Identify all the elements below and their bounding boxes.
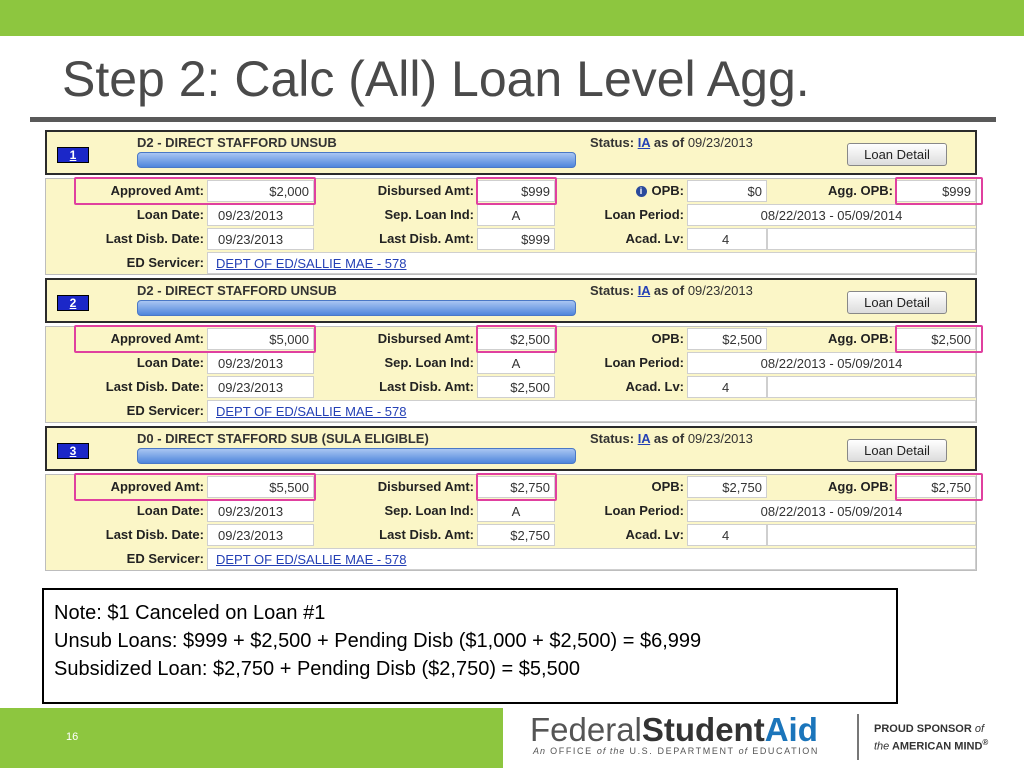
agg-opb-highlight — [895, 325, 983, 353]
last-disb-amt-value: $999 — [477, 228, 555, 250]
loan-detail-button[interactable]: Loan Detail — [847, 291, 947, 314]
approved-amt-value: $2,000 — [207, 180, 314, 202]
last-disb-date-label: Last Disb. Date: — [105, 231, 204, 246]
loan-period-label: Loan Period: — [604, 207, 684, 222]
approved-amt-value: $5,000 — [207, 328, 314, 350]
disbursed-amt-label: Disbursed Amt: — [377, 479, 474, 494]
opb-label: i OPB: — [555, 180, 687, 202]
loan-status: Status: IA as of 09/23/2013 — [590, 431, 753, 446]
ed-servicer-label: ED Servicer: — [126, 551, 204, 566]
empty-cell — [767, 376, 976, 398]
loan-number-link[interactable]: 2 — [57, 295, 89, 311]
sponsor-tagline: PROUD SPONSOR of the AMERICAN MIND® — [874, 723, 989, 754]
agg-opb-highlight — [895, 177, 983, 205]
note-line: Note: $1 Canceled on Loan #1 — [54, 602, 326, 624]
top-accent-bar — [0, 0, 1024, 36]
acad-lv-label: Acad. Lv: — [625, 527, 684, 542]
loan-date-label: Loan Date: — [136, 355, 204, 370]
slide-title: Step 2: Calc (All) Loan Level Agg. — [62, 51, 810, 107]
acad-lv-value: 4 — [687, 524, 767, 546]
sep-loan-ind-value: A — [477, 204, 555, 226]
note-line: Subsidized Loan: $2,750 + Pending Disb ($2,750) = $5,500 — [54, 658, 580, 680]
status-code-link[interactable]: IA — [637, 431, 651, 446]
last-disb-date-value: 09/23/2013 — [207, 228, 314, 250]
opb-value: $0 — [687, 180, 767, 202]
disbursed-amt-highlight — [476, 325, 557, 353]
disbursed-amt-label: Disbursed Amt: — [377, 183, 474, 198]
opb-value: $2,750 — [687, 476, 767, 498]
loan-detail-button[interactable]: Loan Detail — [847, 143, 947, 166]
page-number: 16 — [66, 731, 79, 743]
disbursed-amt-highlight — [476, 177, 557, 205]
acad-lv-value: 4 — [687, 228, 767, 250]
loan-number-link[interactable]: 3 — [57, 443, 89, 459]
acad-lv-value: 4 — [687, 376, 767, 398]
opb-label: OPB: — [651, 479, 684, 494]
loan-progress-bar — [137, 448, 576, 464]
loan-header — [45, 426, 977, 471]
ed-servicer-label: ED Servicer: — [126, 255, 204, 270]
loan-period-label: Loan Period: — [604, 503, 684, 518]
acad-lv-label: Acad. Lv: — [625, 379, 684, 394]
agg-opb-highlight — [895, 473, 983, 501]
loan-period-value: 08/22/2013 - 05/09/2014 — [687, 204, 976, 226]
note-box — [42, 588, 898, 704]
approved-amt-value: $5,500 — [207, 476, 314, 498]
status-date: 09/23/2013 — [687, 431, 753, 446]
disbursed-amt-label: Disbursed Amt: — [377, 331, 474, 346]
loan-period-label: Loan Period: — [604, 355, 684, 370]
last-disb-date-value: 09/23/2013 — [207, 376, 314, 398]
loan-header — [45, 130, 977, 175]
last-disb-date-label: Last Disb. Date: — [105, 527, 204, 542]
sep-loan-ind-label: Sep. Loan Ind: — [384, 503, 474, 518]
opb-value: $2,500 — [687, 328, 767, 350]
ed-servicer-link[interactable]: DEPT OF ED/SALLIE MAE - 578 — [207, 400, 976, 422]
disbursed-amt-value: $999 — [477, 180, 555, 202]
status-date: 09/23/2013 — [687, 283, 753, 298]
sep-loan-ind-value: A — [477, 352, 555, 374]
loan-date-value: 09/23/2013 — [207, 204, 314, 226]
disbursed-amt-highlight — [476, 473, 557, 501]
agg-opb-value: $2,750 — [896, 476, 976, 498]
agg-opb-value: $2,500 — [896, 328, 976, 350]
loan-period-value: 08/22/2013 - 05/09/2014 — [687, 500, 976, 522]
loan-progress-bar — [137, 300, 576, 316]
loan-header — [45, 278, 977, 323]
approved-amt-label: Approved Amt: — [110, 331, 204, 346]
approved-amt-highlight — [74, 325, 316, 353]
agg-opb-label: Agg. OPB: — [828, 479, 893, 494]
last-disb-amt-label: Last Disb. Amt: — [379, 527, 474, 542]
disbursed-amt-value: $2,500 — [477, 328, 555, 350]
loan-date-label: Loan Date: — [136, 207, 204, 222]
ed-servicer-link[interactable]: DEPT OF ED/SALLIE MAE - 578 — [207, 548, 976, 570]
loan-period-value: 08/22/2013 - 05/09/2014 — [687, 352, 976, 374]
ed-servicer-label: ED Servicer: — [126, 403, 204, 418]
loan-detail-button[interactable]: Loan Detail — [847, 439, 947, 462]
footer-accent-bar — [0, 708, 503, 768]
loan-type: D0 - DIRECT STAFFORD SUB (SULA ELIGIBLE) — [137, 431, 429, 446]
last-disb-amt-label: Last Disb. Amt: — [379, 231, 474, 246]
sep-loan-ind-label: Sep. Loan Ind: — [384, 355, 474, 370]
ed-servicer-link[interactable]: DEPT OF ED/SALLIE MAE - 578 — [207, 252, 976, 274]
approved-amt-highlight — [74, 177, 316, 205]
loan-date-value: 09/23/2013 — [207, 500, 314, 522]
status-code-link[interactable]: IA — [637, 283, 651, 298]
empty-cell — [767, 524, 976, 546]
loan-date-value: 09/23/2013 — [207, 352, 314, 374]
status-date: 09/23/2013 — [687, 135, 753, 150]
last-disb-date-label: Last Disb. Date: — [105, 379, 204, 394]
slide-footer — [0, 708, 1024, 768]
last-disb-date-value: 09/23/2013 — [207, 524, 314, 546]
loan-type: D2 - DIRECT STAFFORD UNSUB — [137, 283, 337, 298]
loan-progress-bar — [137, 152, 576, 168]
note-line: Unsub Loans: $999 + $2,500 + Pending Disb ($1,000 + $2,500) = $6,999 — [54, 630, 702, 652]
empty-cell — [767, 228, 976, 250]
last-disb-amt-value: $2,500 — [477, 376, 555, 398]
agg-opb-label: Agg. OPB: — [828, 331, 893, 346]
agg-opb-label: Agg. OPB: — [828, 183, 893, 198]
logo-subtitle: An OFFICE of the U.S. DEPARTMENT of EDUCATION — [533, 746, 819, 756]
loan-date-label: Loan Date: — [136, 503, 204, 518]
last-disb-amt-label: Last Disb. Amt: — [379, 379, 474, 394]
approved-amt-label: Approved Amt: — [110, 479, 204, 494]
sep-loan-ind-value: A — [477, 500, 555, 522]
disbursed-amt-value: $2,750 — [477, 476, 555, 498]
loan-status: Status: IA as of 09/23/2013 — [590, 135, 753, 150]
last-disb-amt-value: $2,750 — [477, 524, 555, 546]
acad-lv-label: Acad. Lv: — [625, 231, 684, 246]
loan-status: Status: IA as of 09/23/2013 — [590, 283, 753, 298]
status-code-link[interactable]: IA — [637, 135, 651, 150]
title-underline — [30, 117, 996, 122]
approved-amt-highlight — [74, 473, 316, 501]
footer-divider — [857, 714, 859, 760]
opb-label: OPB: — [651, 331, 684, 346]
info-icon[interactable]: i — [636, 186, 647, 197]
approved-amt-label: Approved Amt: — [110, 183, 204, 198]
sep-loan-ind-label: Sep. Loan Ind: — [384, 207, 474, 222]
federal-student-aid-logo: FederalStudentAid — [530, 711, 818, 748]
loan-number-link[interactable]: 1 — [57, 147, 89, 163]
agg-opb-value: $999 — [896, 180, 976, 202]
loan-type: D2 - DIRECT STAFFORD UNSUB — [137, 135, 337, 150]
